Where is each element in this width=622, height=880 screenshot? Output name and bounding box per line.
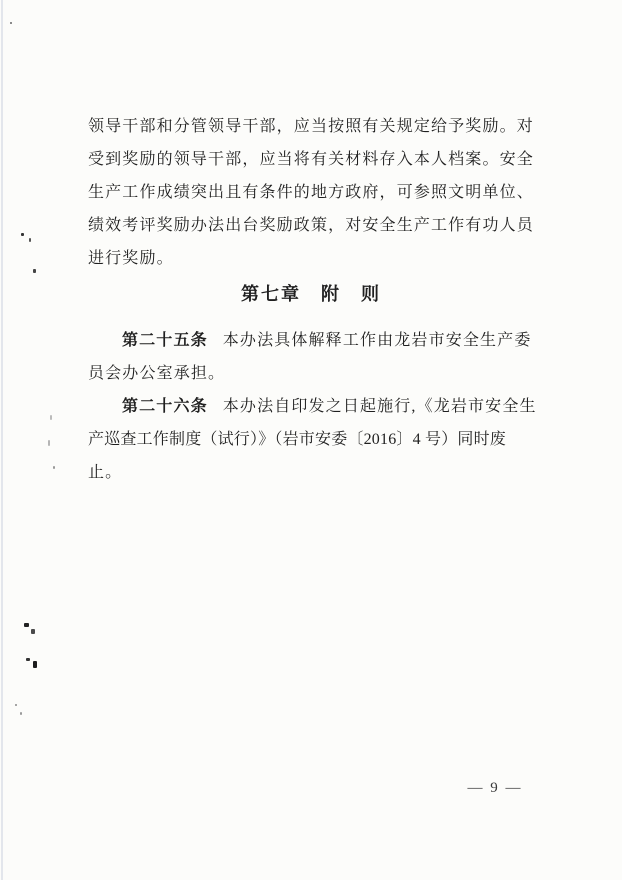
body-text-line: 进行奖励。 [88,250,174,267]
ink-speck [33,661,37,668]
ink-speck [10,22,12,24]
article-25-label: 第二十五条 [122,332,208,349]
page-number: — 9 — [467,780,523,796]
ink-speck [21,233,24,236]
chapter-heading: 第七章 附 则 [241,284,381,304]
body-text-line: 受到奖励的领导干部，应当将有关材料存入本人档案。安全 [88,151,534,168]
ink-speck [33,269,36,273]
article-25-line [88,324,534,357]
ink-speck [29,238,31,242]
ink-speck [24,623,29,627]
ink-speck [26,658,30,661]
body-text-line: 生产工作成绩突出且有条件的地方政府，可参照文明单位、 [88,184,534,201]
ink-speck [15,704,17,706]
article-26-line: 产巡查工作制度（试行）》（岩市安委〔2016〕4 号）同时废 [88,431,507,448]
ink-speck [53,466,55,469]
ink-speck [31,629,35,634]
ink-speck [48,440,50,446]
body-text-line: 绩效考评奖励办法出台奖励政策，对安全生产工作有功人员 [88,217,534,234]
ink-speck [50,415,52,420]
document-body [88,110,537,489]
ink-speck [20,712,22,715]
article-26-line: 止。 [88,464,123,481]
article-26-text: 本办法自印发之日起施行,《龙岩市安全生 [222,398,537,415]
article-26-line [88,390,537,423]
body-text-line: 领导干部和分管领导干部，应当按照有关规定给予奖励。对 [88,118,534,135]
article-25-line: 员会办公室承担。 [88,365,226,382]
article-26-label: 第二十六条 [122,398,208,415]
scan-edge-line [1,0,3,880]
article-25-text: 本办法具体解释工作由龙岩市安全生产委 [222,332,532,349]
